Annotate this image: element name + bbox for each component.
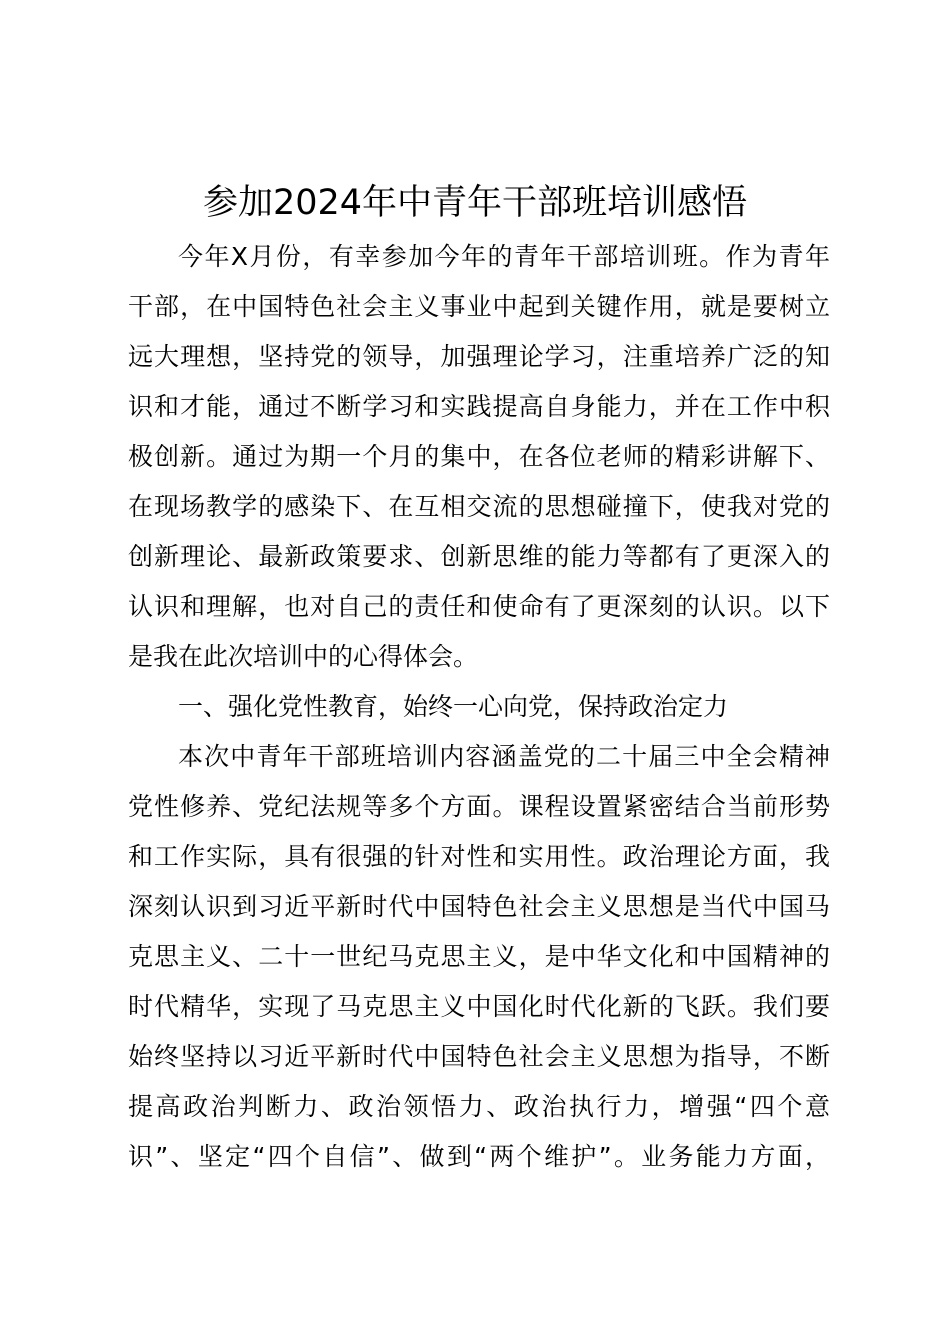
paragraph-2-line-4: 深刻认识到习近平新时代中国特色社会主义思想是当代中国马 [128,892,830,921]
paragraph-2-line-1: 本次中青年干部班培训内容涵盖党的二十届三中全会精神 [178,742,830,771]
paragraph-2-line-7: 始终坚持以习近平新时代中国特色社会主义思想为指导，不断 [128,1042,830,1071]
paragraph-1-line-5: 极创新。通过为期一个月的集中，在各位老师的精彩讲解下、 [128,442,830,471]
paragraph-1-line-2: 干部，在中国特色社会主义事业中起到关键作用，就是要树立 [128,292,830,321]
paragraph-2-line-8: 提高政治判断力、政治领悟力、政治执行力，增强“四个意 [128,1092,830,1121]
paragraph-2-line-3: 和工作实际，具有很强的针对性和实用性。政治理论方面，我 [128,842,830,871]
paragraph-1-line-3: 远大理想，坚持党的领导，加强理论学习，注重培养广泛的知 [128,342,830,371]
paragraph-1-line-4: 识和才能，通过不断学习和实践提高自身能力，并在工作中积 [128,392,830,421]
paragraph-1-line-8: 认识和理解，也对自己的责任和使命有了更深刻的认识。以下 [128,592,830,621]
paragraph-2-line-2: 党性修养、党纪法规等多个方面。课程设置紧密结合当前形势 [128,792,830,821]
section-heading-1: 一、强化党性教育，始终一心向党，保持政治定力 [178,692,729,721]
paragraph-2-line-5: 克思主义、二十一世纪马克思主义，是中华文化和中国精神的 [128,942,830,971]
document-body [128,232,830,1182]
paragraph-1-line-1: 今年X月份，有幸参加今年的青年干部培训班。作为青年 [178,242,830,271]
paragraph-1-line-7: 创新理论、最新政策要求、创新思维的能力等都有了更深入的 [128,542,830,571]
paragraph-1-line-6: 在现场教学的感染下、在互相交流的思想碰撞下，使我对党的 [128,492,830,521]
paragraph-2-line-6: 时代精华，实现了马克思主义中国化时代化新的飞跃。我们要 [128,992,830,1021]
paragraph-1-line-9: 是我在此次培训中的心得体会。 [128,642,479,671]
document-title: 参加2024年中青年干部班培训感悟 [202,183,748,223]
paragraph-2-line-9: 识”、坚定“四个自信”、做到“两个维护”。业务能力方面， [128,1142,830,1171]
